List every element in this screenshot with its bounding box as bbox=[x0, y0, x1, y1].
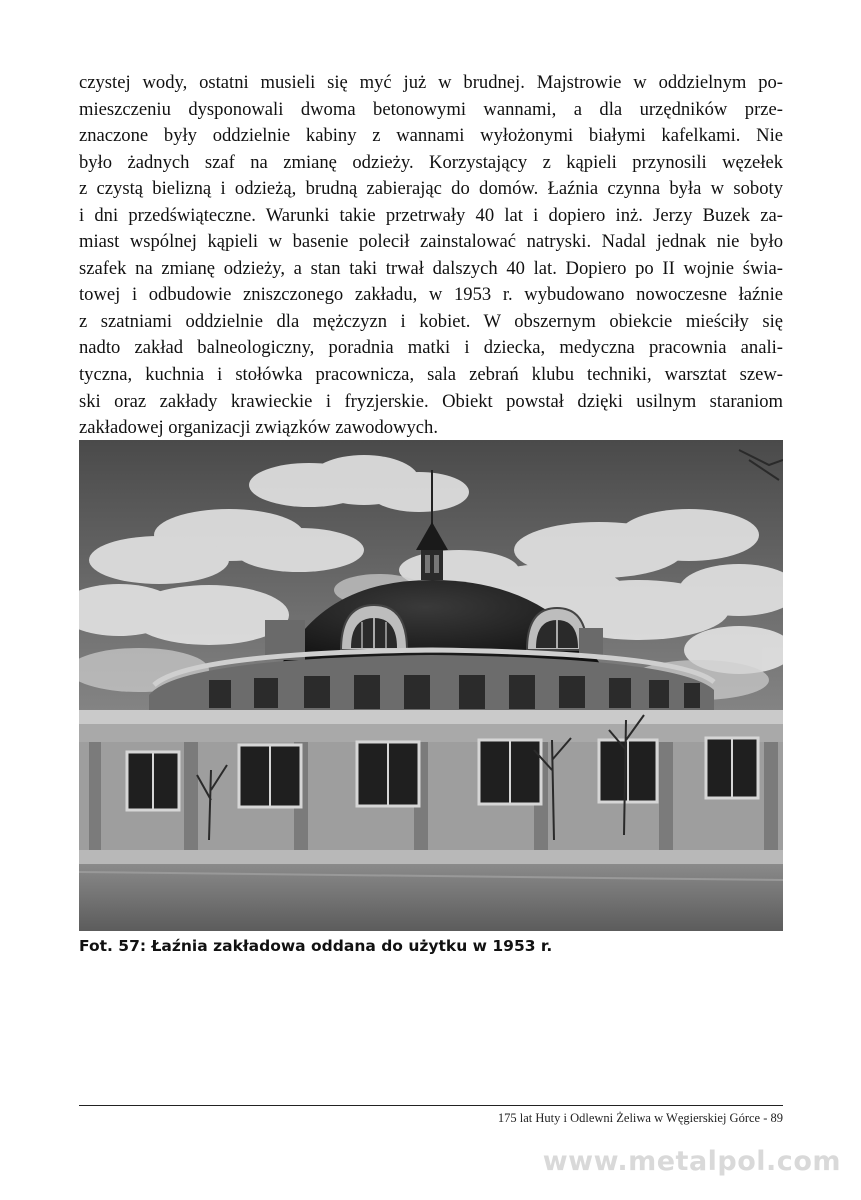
text-line: czystej wody, ostatni musieli się myć już w brudnej. Majstrowie w oddzielnym po- bbox=[79, 72, 783, 93]
text-line: tyczna, kuchnia i stołówka pracownicza, sala zebrań klubu techniki, warsztat szew- bbox=[79, 364, 783, 386]
watermark: www.metalpol.com bbox=[542, 1146, 841, 1177]
text-line: miast wspólnej kąpieli w basenie polecił zainstalować natryski. Nadal jednak nie było bbox=[79, 231, 783, 253]
page-footer: 175 lat Huty i Odlewni Żeliwa w Węgierskiej Górce - 89 bbox=[497, 1111, 783, 1125]
text-line: szafek na zmianę odzieży, a stan taki trwał dalszych 40 lat. Dopiero po II wojnie świa- bbox=[79, 257, 783, 279]
footer-rule bbox=[79, 1105, 783, 1106]
photo-caption: Fot. 57: Łaźnia zakładowa oddana do użytku w 1953 r. bbox=[79, 937, 553, 955]
text-line: mieszczeniu dysponowali dwoma betonowymi wannami, a dla urzędników prze- bbox=[79, 98, 783, 120]
text-line: było żadnych szaf na zmianę odzieży. Korzystający z kąpieli przynosili węzełek bbox=[79, 151, 783, 173]
text-line: znaczone były oddzielnie kabiny z wannami wyłożonymi białymi kafelkami. Nie bbox=[79, 125, 783, 147]
text-line: nadto zakład balneologiczny, poradnia matki i dziecka, medyczna pracownia anali- bbox=[79, 337, 783, 359]
body-paragraph bbox=[79, 70, 783, 442]
text-line: ski oraz zakłady krawieckie i fryzjerskie. Obiekt powstał dzięki usilnym staraniom bbox=[79, 390, 783, 412]
bathhouse-photo bbox=[79, 440, 783, 931]
text-line: zakładowej organizacji związków zawodowych. bbox=[79, 417, 438, 439]
text-line: i dni przedświąteczne. Warunki takie przetrwały 40 lat i dopiero inż. Jerzy Buzek za- bbox=[79, 204, 783, 226]
text-line: towej i odbudowie zniszczonego zakładu, w 1953 r. wybudowano nowoczesne łaźnie bbox=[79, 284, 783, 306]
text-line: z czystą bielizną i odzieżą, brudną zabierając do domów. Łaźnia czynna była w soboty bbox=[79, 178, 783, 200]
text-line: z szatniami oddzielnie dla mężczyzn i kobiet. W obszernym obiekcie mieściły się bbox=[79, 310, 783, 332]
